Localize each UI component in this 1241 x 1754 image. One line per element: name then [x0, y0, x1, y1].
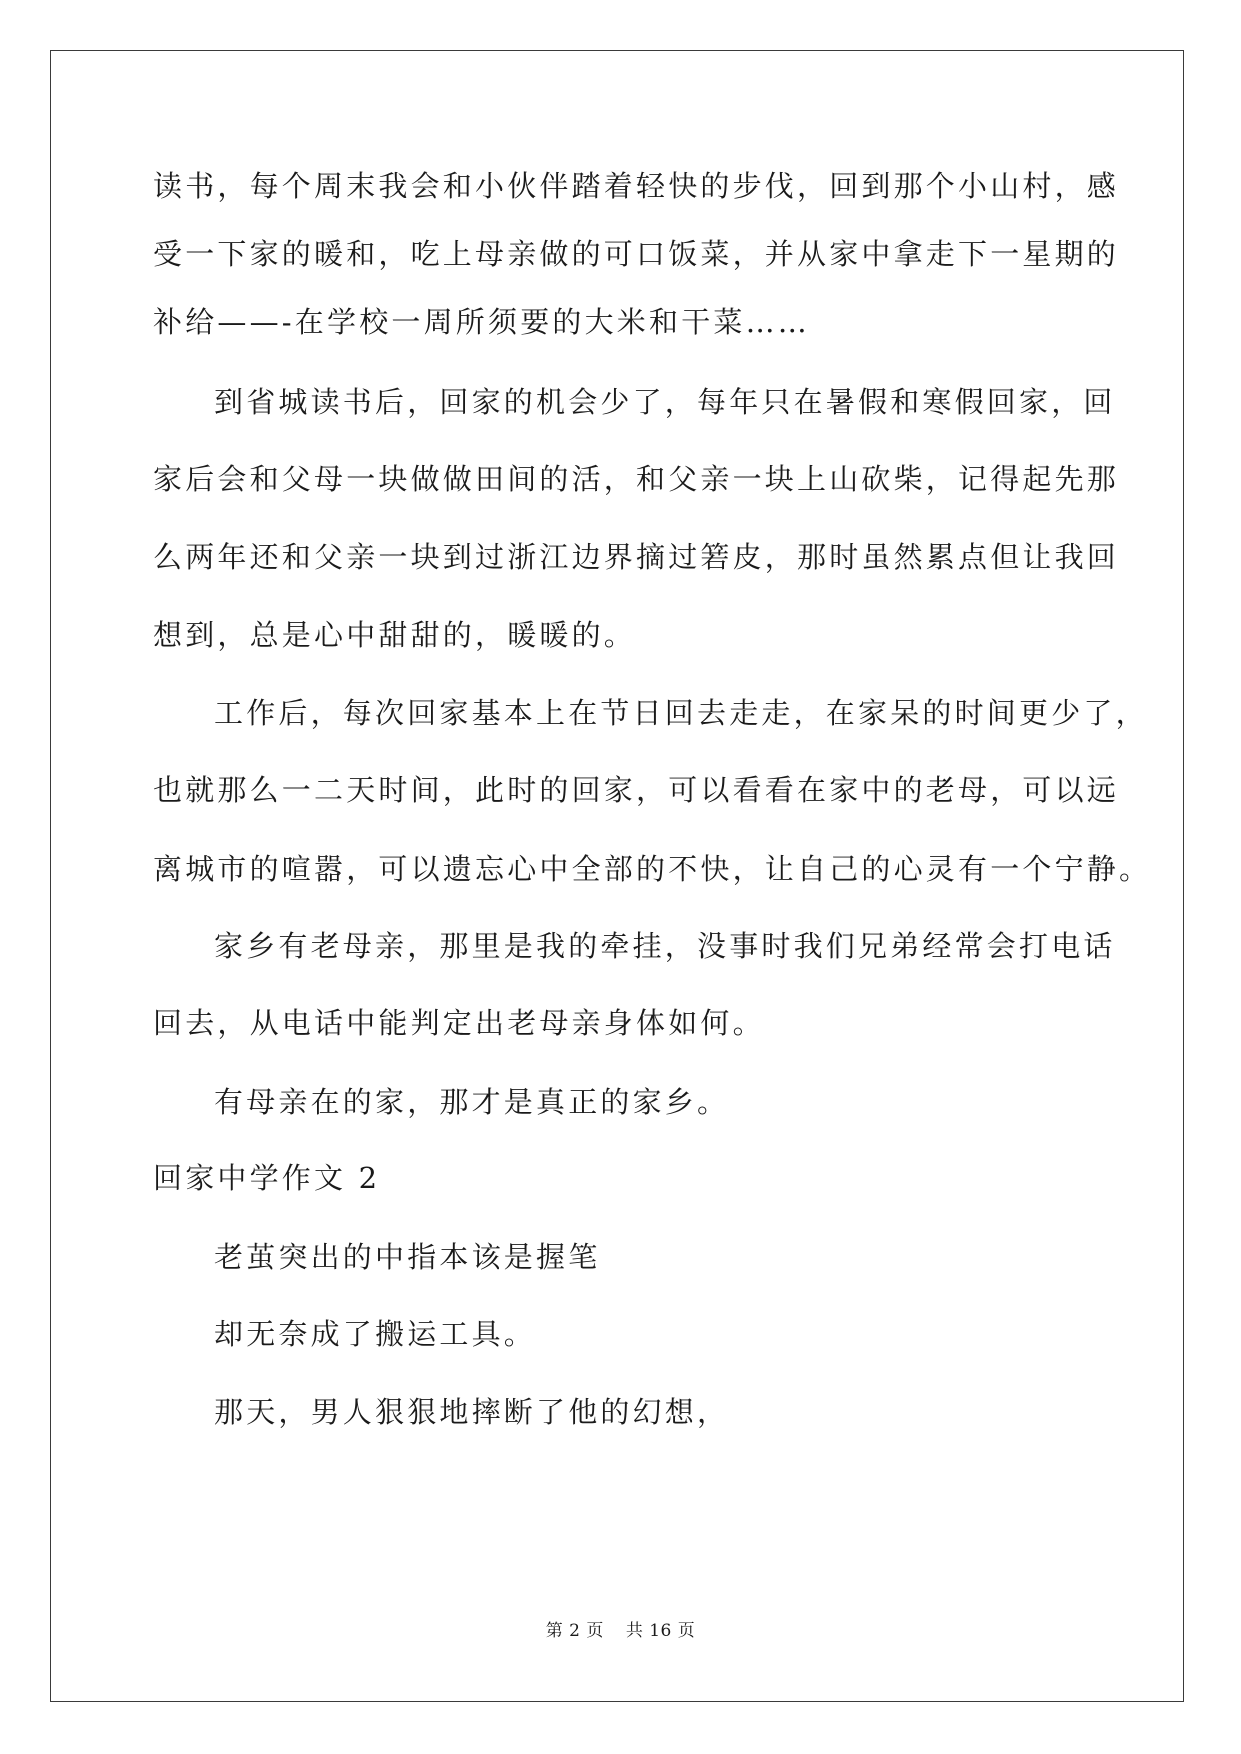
poem-line: 却无奈成了搬运工具。: [214, 1317, 537, 1351]
text-line: 离城市的喧嚣，可以遗忘心中全部的不快，让自己的心灵有一个宁静。: [153, 852, 1152, 886]
paragraph-start-line: 工作后，每次回家基本上在节日回去走走，在家呆的时间更少了，: [214, 696, 1148, 730]
text-line: 受一下家的暖和，吃上母亲做的可口饭菜，并从家中拿走下一星期的: [153, 237, 1120, 271]
text-line: 回去，从电话中能判定出老母亲身体如何。: [153, 1006, 765, 1040]
text-line: 读书，每个周末我会和小伙伴踏着轻快的步伐，回到那个小山村，感: [153, 169, 1120, 203]
page-number: 第 2 页: [545, 1621, 604, 1641]
text-line: 么两年还和父亲一块到过浙江边界摘过箬皮，那时虽然累点但让我回: [153, 540, 1120, 574]
poem-line: 老茧突出的中指本该是握笔: [214, 1240, 601, 1274]
paragraph-start-line: 有母亲在的家，那才是真正的家乡。: [214, 1085, 730, 1119]
paragraph-start-line: 到省城读书后，回家的机会少了，每年只在暑假和寒假回家，回: [214, 385, 1116, 419]
text-line: 想到，总是心中甜甜的，暖暖的。: [153, 618, 637, 652]
text-line: 家后会和父母一块做做田间的活，和父亲一块上山砍柴，记得起先那: [153, 462, 1120, 496]
section-heading: 回家中学作文 2: [153, 1161, 381, 1195]
poem-line: 那天，男人狠狠地摔断了他的幻想，: [214, 1395, 730, 1429]
text-line: 补给——-在学校一周所须要的大米和干菜……: [153, 305, 810, 339]
page-footer: [0, 1619, 1241, 1643]
paragraph-start-line: 家乡有老母亲，那里是我的牵挂，没事时我们兄弟经常会打电话: [214, 929, 1116, 963]
page-total: 共 16 页: [625, 1621, 696, 1641]
text-line: 也就那么一二天时间，此时的回家，可以看看在家中的老母，可以远: [153, 773, 1120, 807]
